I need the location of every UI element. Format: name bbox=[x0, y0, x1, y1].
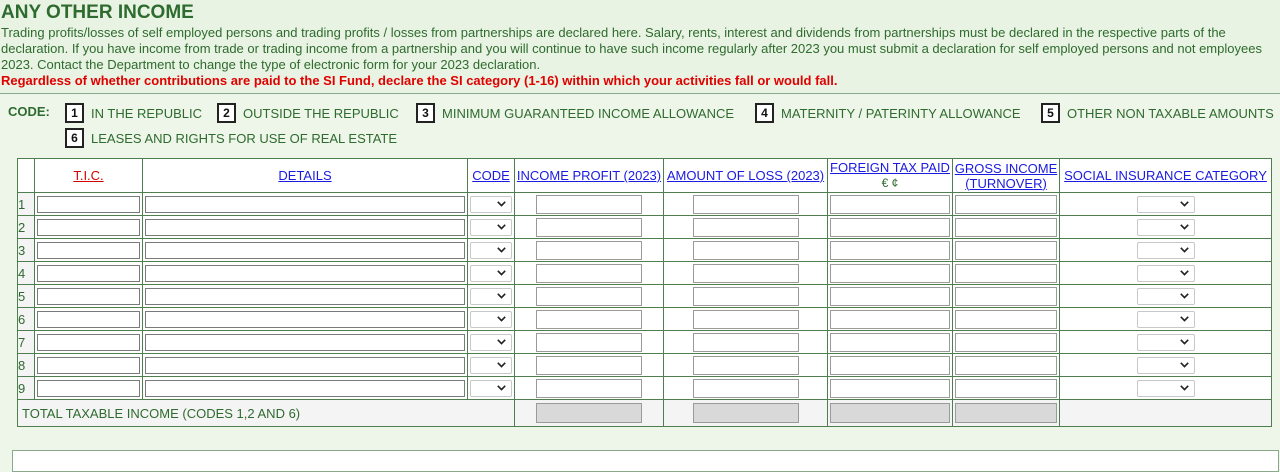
code-number-box: 5 bbox=[1041, 103, 1060, 123]
table-header-row bbox=[18, 159, 1272, 193]
table-row bbox=[18, 377, 1272, 400]
income-profit-input[interactable] bbox=[536, 310, 642, 329]
tic-cell bbox=[35, 193, 143, 216]
amount-loss-input[interactable] bbox=[693, 241, 799, 260]
amount-loss-cell bbox=[664, 308, 828, 331]
si-category-cell bbox=[1060, 285, 1272, 308]
code-number-box: 4 bbox=[755, 103, 774, 123]
row-number: 9 bbox=[18, 377, 35, 400]
table-row bbox=[18, 239, 1272, 262]
code-select[interactable] bbox=[470, 242, 512, 259]
column-header-amount-of-loss[interactable] bbox=[664, 159, 828, 193]
foreign-tax-input[interactable] bbox=[830, 264, 950, 283]
gross-income-cell bbox=[953, 239, 1060, 262]
si-category-cell bbox=[1060, 331, 1272, 354]
foreign-tax-input[interactable] bbox=[830, 356, 950, 375]
foreign-tax-cell bbox=[828, 285, 953, 308]
code-text: MINIMUM GUARANTEED INCOME ALLOWANCE bbox=[442, 105, 735, 121]
code-select[interactable] bbox=[470, 311, 512, 328]
gross-income-cell bbox=[953, 377, 1060, 400]
total-income-field bbox=[536, 403, 642, 423]
code-header-link[interactable]: CODE bbox=[472, 168, 510, 183]
code-number-box: 3 bbox=[416, 103, 435, 123]
page-description: Trading profits/losses of self employed persons and trading profits / losses from partnerships are declared here. Salary, rents, interest and dividends from partnerships must be declared in the respective parts of the declaration. If you have income from trade or trading income from a partnership and you will continue to have such income regularly after 2023 you must submit a declaration for self employed persons and not employees 2023. Contact the Department to change the type of electronic form for your 2023 declaration. bbox=[1, 25, 1262, 72]
column-header-foreign-tax[interactable] bbox=[828, 159, 953, 193]
chevron-down-icon bbox=[1180, 339, 1189, 345]
amount-loss-input[interactable] bbox=[693, 218, 799, 237]
foreign-tax-input[interactable] bbox=[830, 241, 950, 260]
details-cell bbox=[143, 331, 468, 354]
code-legend-label: CODE: bbox=[8, 104, 50, 119]
total-loss-cell bbox=[664, 400, 828, 427]
si-category-select[interactable] bbox=[1137, 196, 1195, 213]
code-item-6 bbox=[65, 128, 397, 148]
si-category-select[interactable] bbox=[1137, 311, 1195, 328]
si-category-cell bbox=[1060, 216, 1272, 239]
si-category-cell bbox=[1060, 354, 1272, 377]
chevron-down-icon bbox=[1180, 224, 1189, 230]
foreign-tax-input[interactable] bbox=[830, 333, 950, 352]
foreign-tax-input[interactable] bbox=[830, 287, 950, 306]
si-category-select[interactable] bbox=[1137, 288, 1195, 305]
foreign-tax-input[interactable] bbox=[830, 310, 950, 329]
details-input[interactable] bbox=[145, 242, 465, 259]
si-warning: Regardless of whether contributions are paid to the SI Fund, declare the SI category (1-16) within which your activities fall or would fall. bbox=[1, 73, 838, 88]
income-profit-input[interactable] bbox=[536, 333, 642, 352]
foreign-tax-cell bbox=[828, 308, 953, 331]
table-row bbox=[18, 331, 1272, 354]
tic-header-link[interactable]: T.I.C. bbox=[73, 168, 104, 183]
gross-income-cell bbox=[953, 308, 1060, 331]
header bbox=[0, 0, 1280, 94]
tic-input[interactable] bbox=[37, 357, 140, 374]
chevron-down-icon bbox=[497, 293, 506, 299]
details-cell bbox=[143, 216, 468, 239]
income-profit-input[interactable] bbox=[536, 287, 642, 306]
row-number-header bbox=[18, 159, 35, 193]
table-row bbox=[18, 262, 1272, 285]
gross-income-cell bbox=[953, 262, 1060, 285]
code-item-2 bbox=[217, 103, 399, 123]
code-text: IN THE REPUBLIC bbox=[91, 105, 203, 121]
income-profit-input[interactable] bbox=[536, 264, 642, 283]
total-row bbox=[18, 400, 1272, 427]
chevron-down-icon bbox=[497, 270, 506, 276]
column-header-code[interactable] bbox=[468, 159, 515, 193]
code-number-box: 1 bbox=[65, 103, 84, 123]
amount-loss-cell bbox=[664, 216, 828, 239]
details-input[interactable] bbox=[145, 311, 465, 328]
chevron-down-icon bbox=[497, 247, 506, 253]
gross-income-cell bbox=[953, 354, 1060, 377]
details-header-link[interactable]: DETAILS bbox=[278, 168, 332, 183]
income-profit-input[interactable] bbox=[536, 195, 642, 214]
total-loss-field bbox=[693, 403, 799, 423]
page-title: ANY OTHER INCOME bbox=[1, 2, 194, 23]
gross-income-cell bbox=[953, 193, 1060, 216]
total-label: TOTAL TAXABLE INCOME (CODES 1,2 AND 6) bbox=[18, 400, 515, 427]
income-profit-header-link[interactable]: INCOME PROFIT (2023) bbox=[516, 168, 662, 183]
tic-input[interactable] bbox=[37, 380, 140, 397]
gross-income-cell bbox=[953, 216, 1060, 239]
si-category-select[interactable] bbox=[1137, 380, 1195, 397]
amount-loss-cell bbox=[664, 377, 828, 400]
chevron-down-icon bbox=[497, 224, 506, 230]
tic-input[interactable] bbox=[37, 265, 140, 282]
amount-loss-input[interactable] bbox=[693, 356, 799, 375]
tic-cell bbox=[35, 377, 143, 400]
chevron-down-icon bbox=[497, 316, 506, 322]
tic-cell bbox=[35, 331, 143, 354]
table-row bbox=[18, 216, 1272, 239]
details-input[interactable] bbox=[145, 196, 465, 213]
foreign-tax-input[interactable] bbox=[830, 195, 950, 214]
code-select[interactable] bbox=[470, 265, 512, 282]
details-input[interactable] bbox=[145, 334, 465, 351]
row-number: 1 bbox=[18, 193, 35, 216]
amount-loss-cell bbox=[664, 285, 828, 308]
foreign-tax-cell bbox=[828, 216, 953, 239]
chevron-down-icon bbox=[1180, 247, 1189, 253]
amount-loss-input[interactable] bbox=[693, 310, 799, 329]
amount-loss-input[interactable] bbox=[693, 333, 799, 352]
code-item-3 bbox=[416, 103, 734, 123]
si-category-select[interactable] bbox=[1137, 334, 1195, 351]
chevron-down-icon bbox=[1180, 293, 1189, 299]
total-foreign-tax-cell bbox=[828, 400, 953, 427]
code-cell bbox=[468, 354, 515, 377]
amount-loss-header-link[interactable]: AMOUNT OF LOSS (2023) bbox=[666, 168, 825, 183]
details-input[interactable] bbox=[145, 288, 465, 305]
tic-input[interactable] bbox=[37, 196, 140, 213]
details-cell bbox=[143, 193, 468, 216]
tic-cell bbox=[35, 262, 143, 285]
chevron-down-icon bbox=[497, 385, 506, 391]
income-profit-cell bbox=[515, 331, 664, 354]
code-cell bbox=[468, 239, 515, 262]
gross-income-header-link[interactable]: GROSS INCOME (TURNOVER) bbox=[954, 160, 1058, 191]
income-profit-cell bbox=[515, 216, 664, 239]
tic-cell bbox=[35, 285, 143, 308]
income-profit-cell bbox=[515, 262, 664, 285]
income-profit-cell bbox=[515, 193, 664, 216]
foreign-tax-input[interactable] bbox=[830, 218, 950, 237]
total-foreign-tax-field bbox=[830, 403, 950, 423]
currency-label: € ¢ bbox=[881, 176, 899, 190]
divider bbox=[0, 93, 1280, 94]
column-header-si-category[interactable] bbox=[1060, 159, 1272, 193]
si-category-cell bbox=[1060, 308, 1272, 331]
gross-income-cell bbox=[953, 285, 1060, 308]
gross-income-input[interactable] bbox=[955, 264, 1057, 283]
foreign-tax-input[interactable] bbox=[830, 379, 950, 398]
code-cell bbox=[468, 285, 515, 308]
row-number: 4 bbox=[18, 262, 35, 285]
column-header-gross-income[interactable] bbox=[953, 159, 1060, 193]
row-number: 6 bbox=[18, 308, 35, 331]
income-profit-input[interactable] bbox=[536, 241, 642, 260]
amount-loss-cell bbox=[664, 193, 828, 216]
code-cell bbox=[468, 193, 515, 216]
income-profit-input[interactable] bbox=[536, 379, 642, 398]
tic-cell bbox=[35, 308, 143, 331]
chevron-down-icon bbox=[497, 362, 506, 368]
code-cell bbox=[468, 308, 515, 331]
details-input[interactable] bbox=[145, 380, 465, 397]
table-row bbox=[18, 354, 1272, 377]
chevron-down-icon bbox=[497, 201, 506, 207]
code-select[interactable] bbox=[470, 380, 512, 397]
code-cell bbox=[468, 262, 515, 285]
income-profit-cell bbox=[515, 377, 664, 400]
tic-cell bbox=[35, 216, 143, 239]
gross-income-input[interactable] bbox=[955, 379, 1057, 398]
tic-cell bbox=[35, 239, 143, 262]
code-text: OTHER NON TAXABLE AMOUNTS bbox=[1067, 105, 1274, 121]
foreign-tax-header-link[interactable]: FOREIGN TAX PAID bbox=[830, 160, 950, 175]
code-number-box: 2 bbox=[217, 103, 236, 123]
gross-income-cell bbox=[953, 331, 1060, 354]
details-cell bbox=[143, 308, 468, 331]
chevron-down-icon bbox=[497, 339, 506, 345]
income-table bbox=[17, 158, 1272, 427]
si-category-select[interactable] bbox=[1137, 357, 1195, 374]
row-number: 8 bbox=[18, 354, 35, 377]
column-header-income-profit[interactable] bbox=[515, 159, 664, 193]
si-category-select[interactable] bbox=[1137, 219, 1195, 236]
foreign-tax-cell bbox=[828, 193, 953, 216]
row-number: 5 bbox=[18, 285, 35, 308]
code-cell bbox=[468, 216, 515, 239]
code-cell bbox=[468, 377, 515, 400]
details-cell bbox=[143, 285, 468, 308]
si-category-select[interactable] bbox=[1137, 265, 1195, 282]
amount-loss-input[interactable] bbox=[693, 379, 799, 398]
table-row bbox=[18, 308, 1272, 331]
code-item-4 bbox=[755, 103, 1021, 123]
code-select[interactable] bbox=[470, 357, 512, 374]
gross-income-input[interactable] bbox=[955, 287, 1057, 306]
amount-loss-input[interactable] bbox=[693, 287, 799, 306]
si-category-cell bbox=[1060, 377, 1272, 400]
tic-cell bbox=[35, 354, 143, 377]
foreign-tax-cell bbox=[828, 377, 953, 400]
code-item-5 bbox=[1041, 103, 1274, 123]
total-gross-income-cell bbox=[953, 400, 1060, 427]
code-select[interactable] bbox=[470, 196, 512, 213]
amount-loss-cell bbox=[664, 239, 828, 262]
income-profit-cell bbox=[515, 239, 664, 262]
code-select[interactable] bbox=[470, 219, 512, 236]
si-category-select[interactable] bbox=[1137, 242, 1195, 259]
gross-income-input[interactable] bbox=[955, 356, 1057, 375]
foreign-tax-cell bbox=[828, 262, 953, 285]
code-select[interactable] bbox=[470, 288, 512, 305]
gross-income-input[interactable] bbox=[955, 333, 1057, 352]
amount-loss-cell bbox=[664, 262, 828, 285]
tic-input[interactable] bbox=[37, 334, 140, 351]
total-empty-cell bbox=[1060, 400, 1272, 427]
tic-input[interactable] bbox=[37, 288, 140, 305]
income-profit-cell bbox=[515, 308, 664, 331]
details-input[interactable] bbox=[145, 219, 465, 236]
details-input[interactable] bbox=[145, 265, 465, 282]
income-profit-cell bbox=[515, 285, 664, 308]
chevron-down-icon bbox=[1180, 316, 1189, 322]
si-category-header-link[interactable]: SOCIAL INSURANCE CATEGORY bbox=[1064, 168, 1267, 183]
next-section-panel bbox=[12, 450, 1279, 472]
tic-input[interactable] bbox=[37, 242, 140, 259]
gross-income-input[interactable] bbox=[955, 310, 1057, 329]
code-text: MATERNITY / PATERINTY ALLOWANCE bbox=[781, 105, 1021, 121]
code-cell bbox=[468, 331, 515, 354]
gross-income-input[interactable] bbox=[955, 241, 1057, 260]
chevron-down-icon bbox=[1180, 270, 1189, 276]
tic-input[interactable] bbox=[37, 311, 140, 328]
details-input[interactable] bbox=[145, 357, 465, 374]
foreign-tax-cell bbox=[828, 239, 953, 262]
code-select[interactable] bbox=[470, 334, 512, 351]
code-number-box: 6 bbox=[65, 128, 84, 148]
details-cell bbox=[143, 262, 468, 285]
si-category-cell bbox=[1060, 262, 1272, 285]
chevron-down-icon bbox=[1180, 201, 1189, 207]
code-item-1 bbox=[65, 103, 202, 123]
foreign-tax-cell bbox=[828, 331, 953, 354]
foreign-tax-cell bbox=[828, 354, 953, 377]
income-profit-input[interactable] bbox=[536, 356, 642, 375]
code-text: LEASES AND RIGHTS FOR USE OF REAL ESTATE bbox=[91, 130, 398, 146]
row-number: 3 bbox=[18, 239, 35, 262]
amount-loss-cell bbox=[664, 354, 828, 377]
chevron-down-icon bbox=[1180, 362, 1189, 368]
column-header-details[interactable] bbox=[143, 159, 468, 193]
gross-income-input[interactable] bbox=[955, 195, 1057, 214]
amount-loss-cell bbox=[664, 331, 828, 354]
tic-input[interactable] bbox=[37, 219, 140, 236]
total-income-cell bbox=[515, 400, 664, 427]
table-row bbox=[18, 193, 1272, 216]
details-cell bbox=[143, 239, 468, 262]
details-cell bbox=[143, 377, 468, 400]
amount-loss-input[interactable] bbox=[693, 195, 799, 214]
row-number: 2 bbox=[18, 216, 35, 239]
total-gross-income-field bbox=[955, 403, 1057, 423]
column-header-tic[interactable] bbox=[35, 159, 143, 193]
income-profit-input[interactable] bbox=[536, 218, 642, 237]
gross-income-input[interactable] bbox=[955, 218, 1057, 237]
income-profit-cell bbox=[515, 354, 664, 377]
si-category-cell bbox=[1060, 239, 1272, 262]
row-number: 7 bbox=[18, 331, 35, 354]
table-row bbox=[18, 285, 1272, 308]
details-cell bbox=[143, 354, 468, 377]
si-category-cell bbox=[1060, 193, 1272, 216]
amount-loss-input[interactable] bbox=[693, 264, 799, 283]
code-text: OUTSIDE THE REPUBLIC bbox=[243, 105, 399, 121]
chevron-down-icon bbox=[1180, 385, 1189, 391]
